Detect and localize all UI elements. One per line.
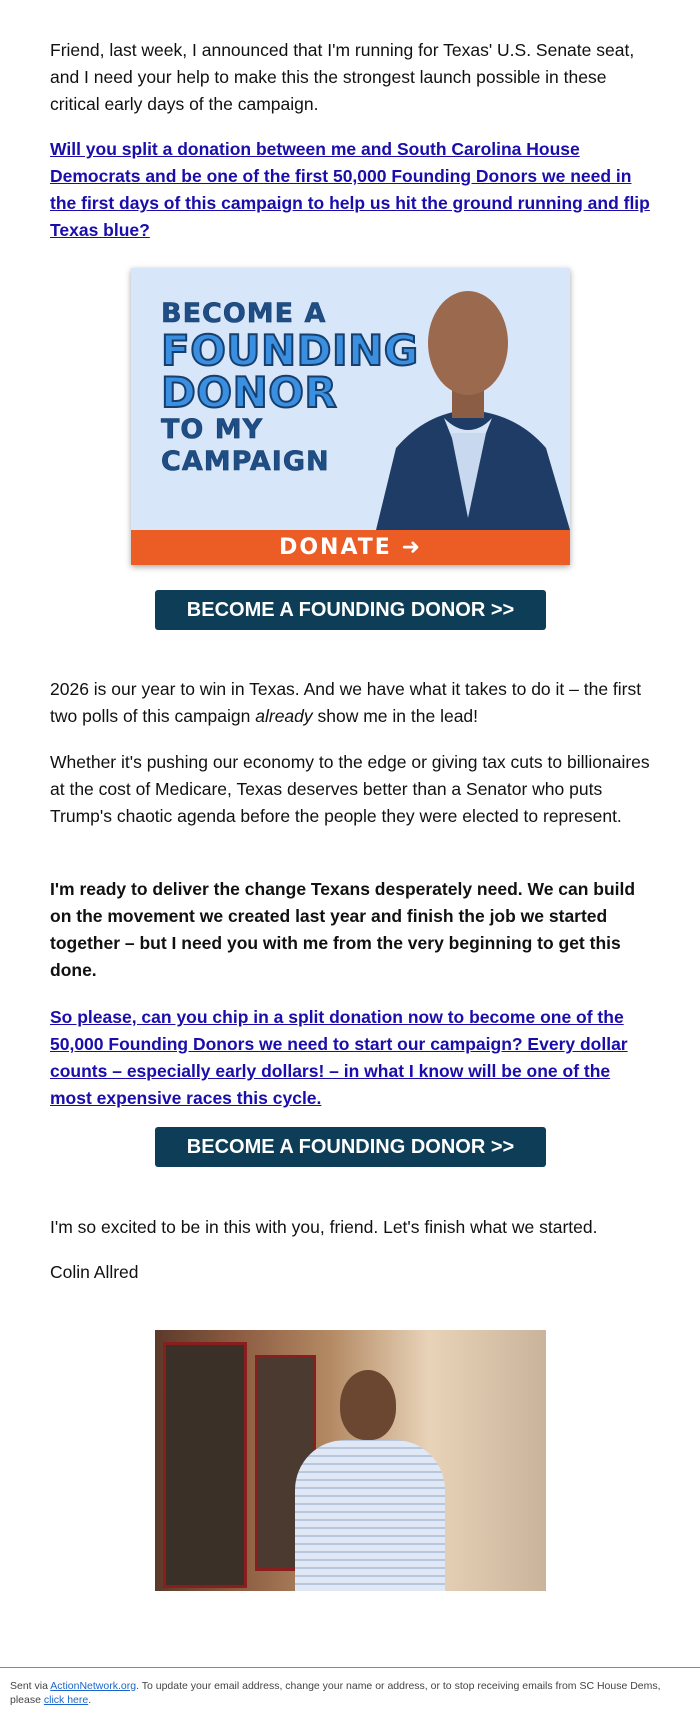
- polls-paragraph: [50, 676, 650, 730]
- polls-text-a: 2026 is our year to win in Texas. And we have what it takes to do it – the first two polls of this campaign: [50, 679, 642, 726]
- footer-middle: . To update your email address, change your name or address, or to stop receiving emails from SC House Dems, please: [10, 1680, 661, 1706]
- banner-line-donor: DONOR: [161, 368, 338, 417]
- ask-link-1[interactable]: Will you split a donation between me and South Carolina House Democrats and be one of the first 50,000 Founding Donors we need in the first days of this campaign to help us hit the ground running and flip Texas blue?: [50, 139, 650, 240]
- ready-paragraph: I'm ready to deliver the change Texans desperately need. We can build on the movement we created last year and finish the job we started together – but I need you with me from the very beginning to get this done.: [50, 879, 636, 980]
- founding-donor-banner[interactable]: [131, 268, 570, 565]
- photo-head: [340, 1370, 396, 1440]
- medicare-paragraph: Whether it's pushing our economy to the edge or giving tax cuts to billionaires at the cost of Medicare, Texas deserves better than a Senator who puts Trump's chaotic agenda before the people they were elected to represent.: [50, 752, 650, 826]
- email-footer: [0, 1667, 700, 1707]
- banner-line-founding: FOUNDING: [161, 326, 419, 375]
- footer-text: [0, 1668, 700, 1707]
- photo-person: [295, 1370, 445, 1591]
- signature: Colin Allred: [50, 1262, 139, 1282]
- unsubscribe-link[interactable]: click here: [43, 1694, 89, 1706]
- polls-text-b: show me in the lead!: [312, 706, 479, 726]
- founding-donor-button-2[interactable]: BECOME A FOUNDING DONOR >>: [155, 1127, 546, 1167]
- founding-donor-button-1[interactable]: BECOME A FOUNDING DONOR >>: [155, 590, 546, 630]
- actionnetwork-link[interactable]: ActionNetwork.org: [50, 1680, 137, 1692]
- banner-line-become: BECOME A: [161, 298, 327, 329]
- ask-paragraph-2: [50, 1004, 650, 1112]
- footer-suffix: .: [88, 1694, 92, 1706]
- candidate-photo: [155, 1330, 546, 1591]
- candidate-portrait: [366, 278, 570, 530]
- photo-window-left: [163, 1342, 247, 1588]
- photo-shirt: [295, 1440, 445, 1591]
- banner-line-campaign: CAMPAIGN: [161, 446, 330, 477]
- intro-paragraph: Friend, last week, I announced that I'm running for Texas' U.S. Senate seat, and I need your help to make this the strongest launch possible in these critical early days of the campaign.: [50, 40, 635, 114]
- polls-emphasis: already: [255, 706, 313, 726]
- footer-prefix: Sent via: [10, 1680, 51, 1692]
- ask-paragraph-1: [50, 136, 650, 244]
- closing-paragraph: I'm so excited to be in this with you, friend. Let's finish what we started.: [50, 1217, 598, 1237]
- banner-line-to-my: TO MY: [161, 414, 264, 445]
- donate-bar[interactable]: DONATE ➜: [131, 530, 570, 565]
- ask-link-2[interactable]: So please, can you chip in a split donation now to become one of the 50,000 Founding Donors we need to start our campaign? Every dollar counts – especially early dollars! – in what I know will be one of the most expensive races this cycle.: [50, 1007, 628, 1108]
